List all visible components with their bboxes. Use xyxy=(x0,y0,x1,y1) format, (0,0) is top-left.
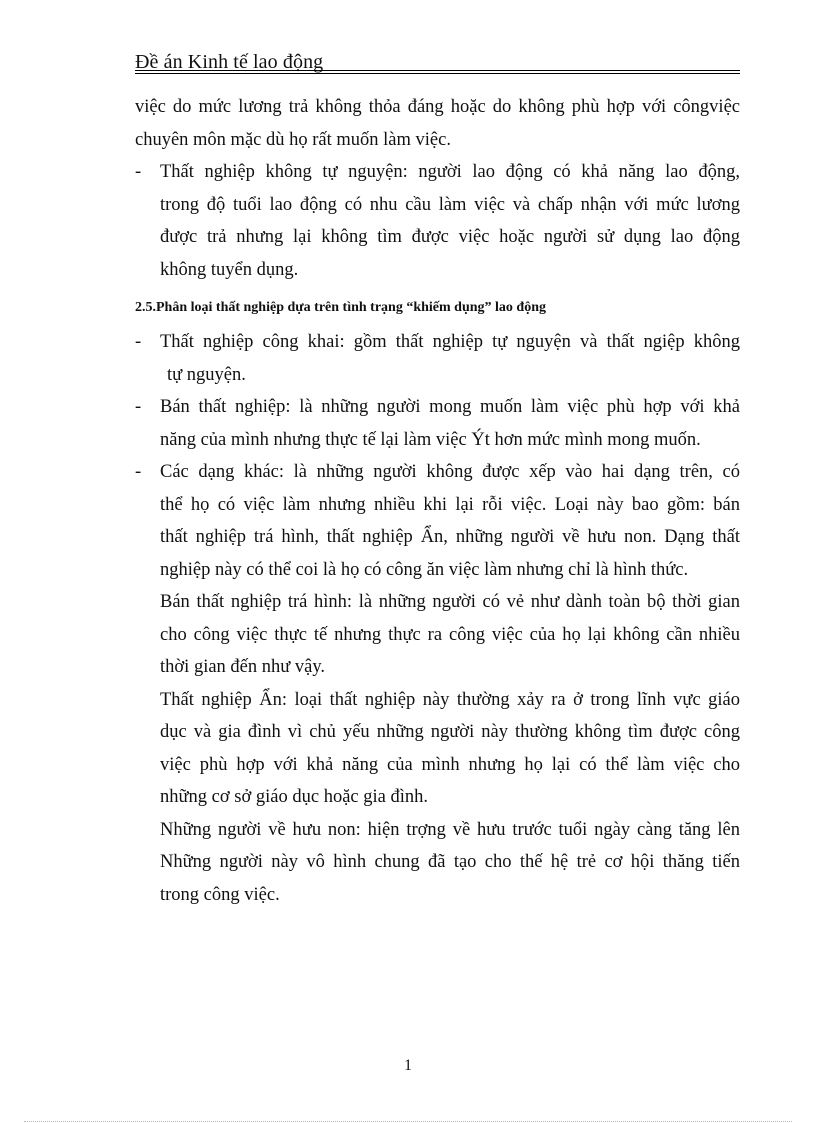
text-line: thời gian đến như vậy. xyxy=(160,657,326,677)
bullet-semi-unemployment xyxy=(135,391,740,456)
text-line xyxy=(135,456,740,489)
page-header xyxy=(135,50,740,74)
document-body xyxy=(135,91,740,911)
text-line: cho công việc thực tế nhưng thực ra công việc của họ lại không cần nhiều xyxy=(160,624,740,645)
paragraph-early-retirement xyxy=(135,814,740,912)
text-line: trong độ tuổi lao động có nhu cầu làm việc và chấp nhận với mức lương xyxy=(160,194,740,215)
text-line: Những người này vô hình chung đã tạo cho thế hệ trẻ cơ hội thăng tiến xyxy=(160,852,740,872)
text-line: thất nghiệp trá hình, thất nghiệp Ẩn, những người về hưu non. Dạng thất xyxy=(160,527,740,547)
text-line: được trả nhưng lại không tìm được việc hoặc người sử dụng lao động xyxy=(160,227,740,247)
text-line: Bán thất nghiệp trá hình: là những người có vẻ như dành toàn bộ thời gian xyxy=(160,592,740,612)
bullet-open-unemployment xyxy=(135,326,740,391)
text-line: những cơ sở giáo dục hoặc gia đình. xyxy=(160,787,428,807)
bullet-text: Thất nghiệp không tự nguyện: người lao động có khả năng lao động, xyxy=(160,162,740,182)
bullet-involuntary-unemployment xyxy=(135,156,740,286)
bullet-text: Bán thất nghiệp: là những người mong muốn làm việc phù hợp với khả xyxy=(160,397,740,417)
header-rule-thin xyxy=(135,70,740,71)
header-title: Đề án Kinh tế lao động xyxy=(135,51,324,73)
text-line xyxy=(135,156,740,189)
bullet-marker: - xyxy=(135,462,142,482)
bullet-marker: - xyxy=(135,332,142,352)
intro-paragraph xyxy=(135,91,740,156)
text-line: không tuyển dụng. xyxy=(160,259,299,280)
text-line: trong công việc. xyxy=(160,884,280,905)
text-line: việc do mức lương trả không thỏa đáng hoặc do không phù hợp với côngviệc xyxy=(135,97,740,117)
text-line: dục và gia đình vì chủ yếu những người này thường không tìm được công xyxy=(160,722,740,742)
page-bottom-border xyxy=(24,1121,792,1122)
text-line: chuyên môn mặc dù họ rất muốn làm việc. xyxy=(135,129,451,150)
section-heading: 2.5.Phân loại thất nghiệp dựa trên tình trạng “khiếm dụng” lao động xyxy=(135,300,546,315)
text-line: thể họ có việc làm nhưng nhiều khi lại rỗi việc. Loại này bao gồm: bán xyxy=(160,494,740,515)
header-rule-thick xyxy=(135,73,740,74)
page-number: 1 xyxy=(404,1057,412,1074)
text-line xyxy=(135,326,740,359)
text-line: Thất nghiệp Ẩn: loại thất nghiệp này thường xảy ra ở trong lĩnh vực giáo xyxy=(160,689,740,710)
bullet-text: Các dạng khác: là những người không được xếp vào hai dạng trên, có xyxy=(160,462,740,482)
paragraph-disguised-unemployment xyxy=(135,586,740,684)
bullet-marker: - xyxy=(135,162,142,182)
bullet-marker: - xyxy=(135,397,142,417)
text-line: Những người về hưu non: hiện trợng về hưu trước tuổi ngày càng tăng lên xyxy=(160,819,740,840)
text-line: năng của mình nhưng thực tế lại làm việc Ýt hơn mức mình mong muốn. xyxy=(160,429,701,450)
bullet-text: Thất nghiệp công khai: gồm thất nghiệp tự nguyện và thất ngiệp không xyxy=(160,332,740,352)
text-line: tự nguyện. xyxy=(167,364,246,385)
bullet-other-forms xyxy=(135,456,740,586)
text-line: việc phù hợp với khả năng của mình nhưng họ lại có thể làm việc cho xyxy=(160,754,740,775)
text-line xyxy=(135,391,740,424)
paragraph-hidden-unemployment xyxy=(135,684,740,814)
text-line: nghiệp này có thể coi là họ có công ăn việc làm nhưng chỉ là hình thức. xyxy=(160,559,689,580)
